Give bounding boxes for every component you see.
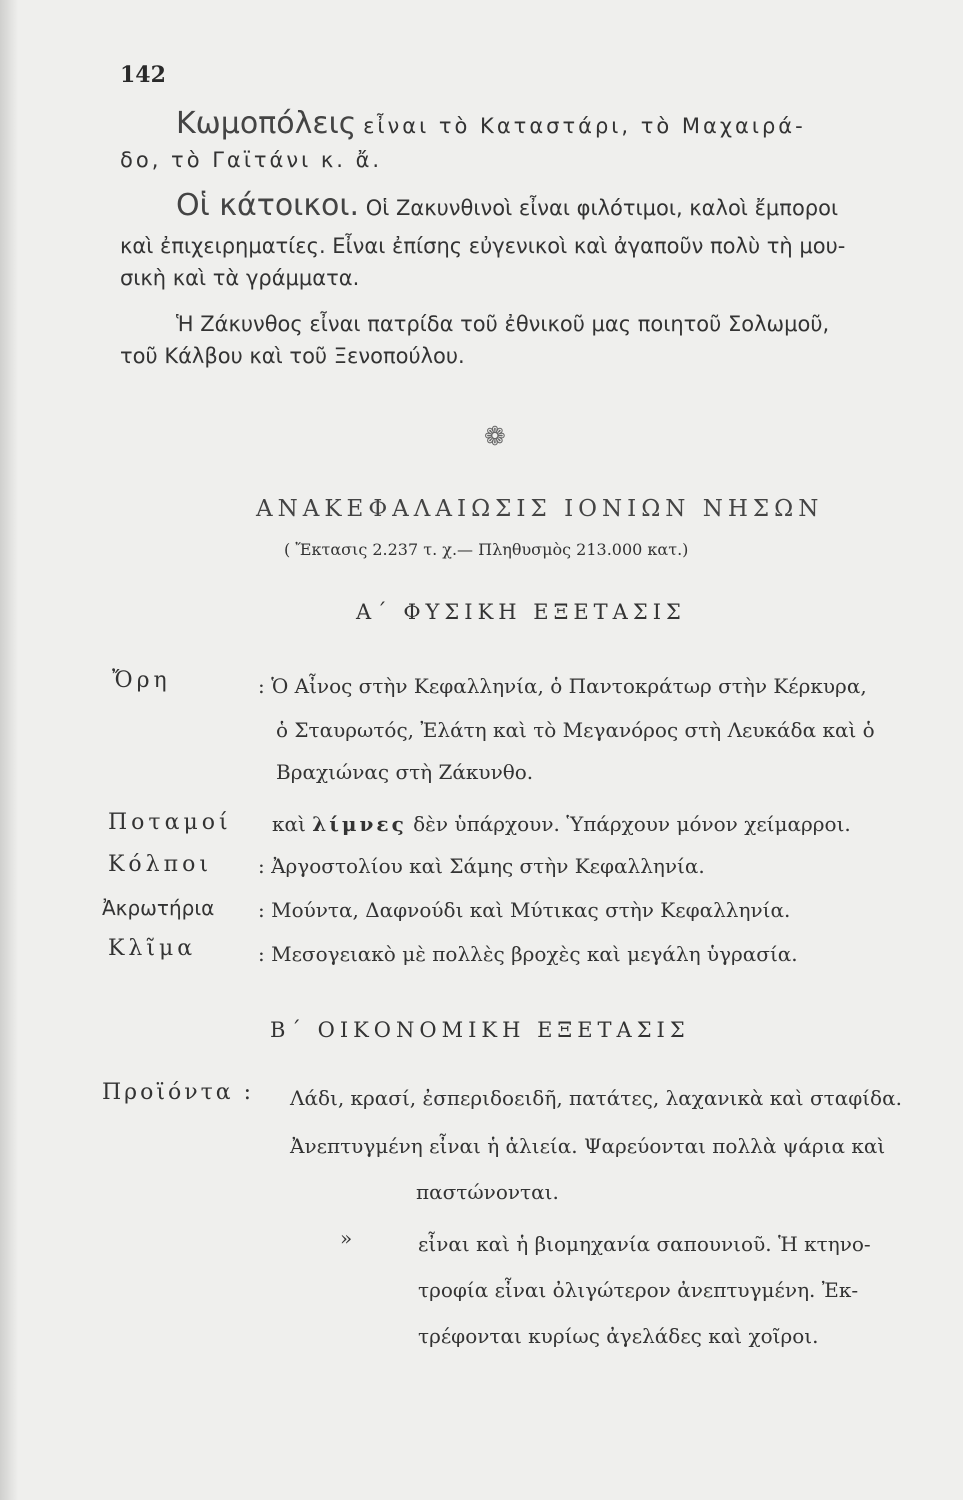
intro-p2-line3: σικὴ καὶ τὰ γράμματα.: [120, 266, 360, 290]
ore-label: Ὄρη: [112, 668, 171, 693]
proionta-line2: Ἀνεπτυγμένη εἶναι ἡ ἁλιεία. Ψαρεύονται πολλὰ ψάρια καὶ: [290, 1134, 886, 1158]
akrotiria-text: : Μούντα, Δαφνούδι καὶ Μύτικας στὴν Κεφαλληνία.: [258, 898, 791, 922]
page-edge: [0, 0, 18, 1500]
ore-line1: : Ὁ Αἶνος στὴν Κεφαλληνία, ὁ Παντοκράτωρ στὴν Κέρκυρα,: [258, 674, 867, 698]
potamoi-text-post: δὲν ὑπάρχουν. Ὑπάρχουν μόνον χείμαρροι.: [413, 812, 851, 836]
intro-p1-line1-rest: εἶναι τὸ Καταστάρι, τὸ Μαχαιρά-: [363, 114, 806, 138]
potamoi-text-pre: καὶ: [272, 812, 306, 836]
potamoi-text: [272, 812, 851, 836]
potamoi-text-spaced: λίμνες: [312, 812, 407, 836]
intro-p2-line1: [176, 188, 838, 223]
proionta-label: Προϊόντα :: [102, 1080, 255, 1105]
intro-p2-line2: καὶ ἐπιχειρηματίες. Εἶναι ἐπίσης εὐγενικοὶ καὶ ἀγαποῦν πολὺ τὴ μου-: [120, 234, 846, 258]
ore-line3: Βραχιώνας στὴ Ζάκυνθο.: [276, 760, 534, 784]
section-a-heading: Α΄ ΦΥΣΙΚΗ ΕΞΕΤΑΣΙΣ: [356, 600, 686, 624]
kolpoi-text: : Ἀργοστολίου καὶ Σάμης στὴν Κεφαλληνία.: [258, 854, 705, 878]
klima-text: : Μεσογειακὸ μὲ πολλὲς βροχὲς καὶ μεγάλη ὑγρασία.: [258, 942, 798, 966]
proionta-line5: τροφία εἶναι ὀλιγώτερον ἀνεπτυγμένη. Ἐκ-: [418, 1278, 859, 1302]
intro-p2-lead: Οἱ κάτοικοι.: [176, 188, 360, 223]
section-b-heading: Β΄ ΟΙΚΟΝΟΜΙΚΗ ΕΞΕΤΑΣΙΣ: [270, 1018, 690, 1042]
proionta-line3: παστώνονται.: [416, 1180, 559, 1204]
potamoi-label: Ποταμοί: [108, 810, 232, 835]
summary-title: ΑΝΑΚΕΦΑΛΑΙΩΣΙΣ ΙΟΝΙΩΝ ΝΗΣΩΝ: [256, 496, 824, 522]
akrotiria-label: Ἀκρωτήρια: [102, 896, 215, 920]
proionta-line1: Λάδι, κρασί, ἐσπεριδοειδῆ, πατάτες, λαχανικὰ καὶ σταφίδα.: [290, 1086, 902, 1110]
ornament-icon: ❁: [484, 422, 506, 452]
intro-p3-line2: τοῦ Κάλβου καὶ τοῦ Ξενοπούλου.: [120, 344, 465, 368]
intro-p2-line1-rest: Οἱ Ζακυνθινοὶ εἶναι φιλότιμοι, καλοὶ ἔμποροι: [365, 196, 839, 220]
kolpoi-label: Κόλποι: [108, 852, 212, 877]
page-number: 142: [120, 62, 166, 88]
proionta-line4: εἶναι καὶ ἡ βιομηχανία σαπουνιοῦ. Ἡ κτηνο-: [418, 1232, 871, 1256]
intro-p1-line1: [176, 106, 806, 141]
proionta-ditto: »: [340, 1226, 353, 1250]
ore-line2: ὁ Σταυρωτός, Ἐλάτη καὶ τὸ Μεγανόρος στὴ Λευκάδα καὶ ὁ: [276, 718, 875, 742]
intro-p1-lead: Κωμοπόλεις: [176, 106, 357, 141]
intro-p3-line1: Ἡ Ζάκυνθος εἶναι πατρίδα τοῦ ἐθνικοῦ μας ποιητοῦ Σολωμοῦ,: [176, 312, 830, 336]
intro-p1-line2: δο, τὸ Γαϊτάνι κ. ἄ.: [120, 148, 383, 172]
summary-subtitle: ( Ἔκτασις 2.237 τ. χ.— Πληθυσμὸς 213.000 κατ.): [284, 540, 689, 559]
klima-label: Κλῖμα: [108, 936, 197, 961]
proionta-line6: τρέφονται κυρίως ἀγελάδες καὶ χοῖροι.: [418, 1324, 819, 1348]
